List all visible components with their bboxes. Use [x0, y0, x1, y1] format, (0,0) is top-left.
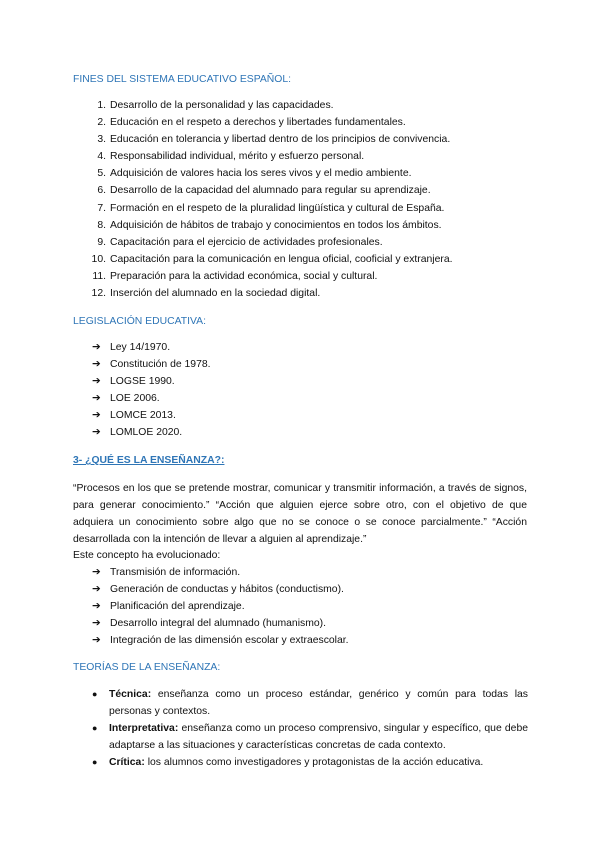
item-number: 2.	[97, 117, 106, 128]
arrow-icon: ➔	[92, 376, 101, 387]
definition-paragraph: “Procesos en los que se pretende mostrar, comunicar y transmitir información, a través de signos, para generar conocimiento.” “Acción que alguien ejerce sobre otro, con el objetivo de que adquiera un conocimiento sobre algo que no se conoce o se conoce parcialmente.” “Acción desarrollada con la intención de llevar a alguien al aprendizaje.”	[73, 483, 527, 545]
item-number: 12.	[91, 288, 106, 299]
item-description: enseñanza como un proceso estándar, genérico y común para todas las personas y contextos.	[109, 689, 528, 717]
item-text: Capacitación para la comunicación en lengua oficial, cooficial y extranjera.	[110, 254, 453, 265]
item-label: Interpretativa:	[109, 723, 179, 734]
item-description: los alumnos como investigadores y protagonistas de la acción educativa.	[144, 757, 484, 768]
item-text: Constitución de 1978.	[110, 359, 211, 370]
item-text: Capacitación para el ejercicio de actividades profesionales.	[110, 237, 383, 248]
item-number: 3.	[97, 134, 106, 145]
evolution-intro: Este concepto ha evolucionado:	[73, 550, 221, 561]
arrow-icon: ➔	[92, 410, 101, 421]
item-text: Integración de las dimensión escolar y extraescolar.	[110, 635, 349, 646]
legislacion-heading: LEGISLACIÓN EDUCATIVA:	[73, 316, 206, 327]
ensenanza-heading: 3- ¿QUÉ ES LA ENSEÑANZA?:	[73, 455, 225, 466]
arrow-icon: ➔	[92, 584, 101, 595]
item-text: Adquisición de valores hacia los seres vivos y el medio ambiente.	[110, 168, 412, 179]
item-text	[109, 720, 528, 754]
item-text: Formación en el respeto de la pluralidad lingüística y cultural de España.	[110, 203, 445, 214]
arrow-icon: ➔	[92, 567, 101, 578]
arrow-icon: ➔	[92, 359, 101, 370]
item-text: LOMLOE 2020.	[110, 427, 183, 438]
item-number: 8.	[97, 220, 106, 231]
item-text: LOMCE 2013.	[110, 410, 176, 421]
item-number: 4.	[97, 151, 106, 162]
item-text: Preparación para la actividad económica, social y cultural.	[110, 271, 378, 282]
item-text: Adquisición de hábitos de trabajo y conocimientos en todos los ámbitos.	[110, 220, 442, 231]
item-text: Ley 14/1970.	[110, 342, 171, 353]
item-number: 1.	[97, 100, 106, 111]
item-text: Desarrollo de la personalidad y las capacidades.	[110, 100, 334, 111]
arrow-icon: ➔	[92, 635, 101, 646]
teorias-heading: TEORÍAS DE LA ENSEÑANZA:	[73, 662, 221, 673]
item-text: Inserción del alumnado en la sociedad digital.	[110, 288, 321, 299]
item-text: Educación en el respeto a derechos y libertades fundamentales.	[110, 117, 406, 128]
item-label: Técnica:	[109, 689, 152, 700]
item-text: Planificación del aprendizaje.	[110, 601, 245, 612]
item-number: 6.	[97, 185, 106, 196]
item-text: Educación en tolerancia y libertad dentro de los principios de convivencia.	[110, 134, 451, 145]
arrow-icon: ➔	[92, 342, 101, 353]
bullet-icon: ●	[92, 723, 98, 733]
arrow-icon: ➔	[92, 393, 101, 404]
item-text: Desarrollo integral del alumnado (humanismo).	[110, 618, 326, 629]
item-text: Transmisión de información.	[110, 567, 241, 578]
item-number: 9.	[97, 237, 106, 248]
arrow-icon: ➔	[92, 618, 101, 629]
item-label: Crítica:	[109, 757, 145, 768]
item-number: 5.	[97, 168, 106, 179]
item-text: LOE 2006.	[110, 393, 160, 404]
item-text: Responsabilidad individual, mérito y esfuerzo personal.	[110, 151, 365, 162]
bullet-icon: ●	[92, 757, 98, 767]
item-number: 7.	[97, 203, 106, 214]
item-description: enseñanza como un proceso comprensivo, singular y específico, que debe adaptarse a las situaciones y características concretas de cada contexto.	[109, 723, 528, 751]
arrow-icon: ➔	[92, 427, 101, 438]
item-text	[109, 754, 528, 771]
item-text: Desarrollo de la capacidad del alumnado para regular su aprendizaje.	[110, 185, 431, 196]
bullet-icon: ●	[92, 689, 98, 699]
item-text: Generación de conductas y hábitos (conductismo).	[110, 584, 344, 595]
item-text: LOGSE 1990.	[110, 376, 175, 387]
arrow-icon: ➔	[92, 601, 101, 612]
item-text	[109, 686, 528, 720]
item-number: 11.	[92, 271, 106, 282]
item-number: 10.	[91, 254, 106, 265]
fines-heading: FINES DEL SISTEMA EDUCATIVO ESPAÑOL:	[73, 74, 292, 85]
